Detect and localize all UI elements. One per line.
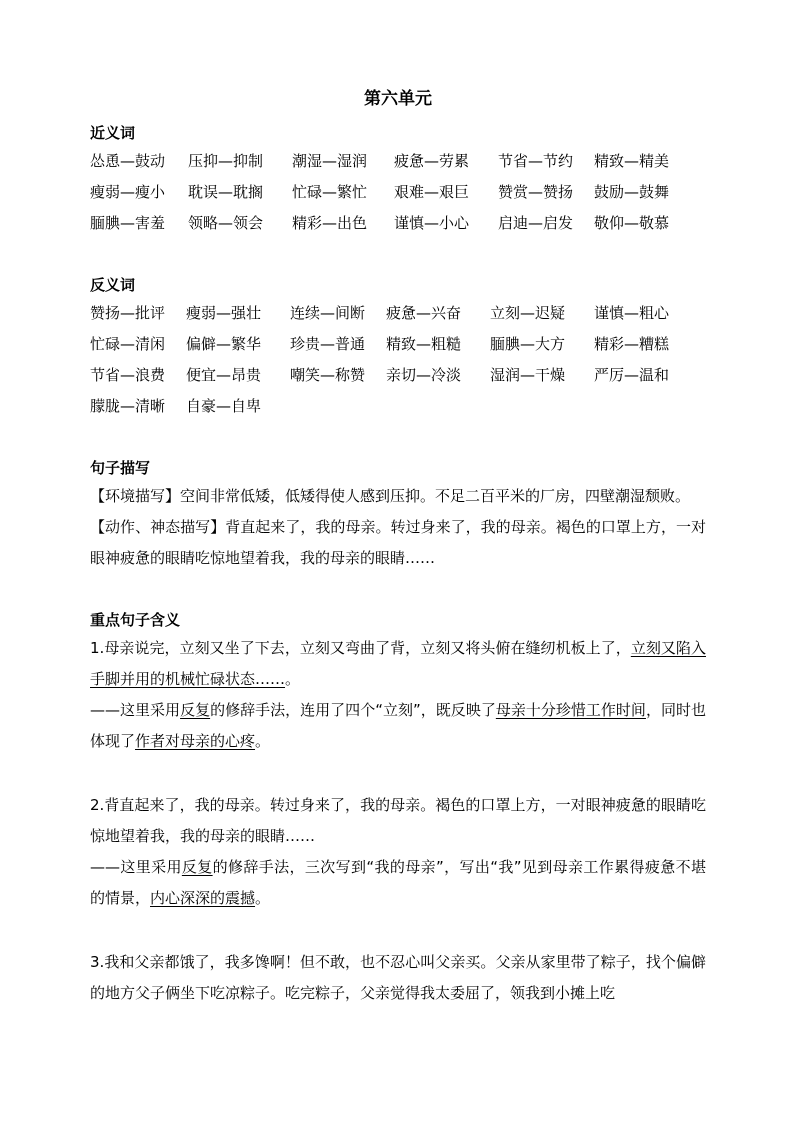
synonyms-row — [90, 146, 706, 177]
synonyms-row — [90, 177, 706, 208]
word-pair: 潮湿—湿润 — [292, 152, 368, 170]
document-page — [90, 84, 706, 1009]
word-pair: 艰难—艰巨 — [394, 183, 470, 201]
environment-description — [90, 481, 706, 512]
word-pair: 立刻—迟疑 — [490, 304, 566, 322]
key-sentence-1 — [90, 633, 706, 695]
synonyms-list — [90, 146, 706, 239]
word-pair: 赞扬—批评 — [90, 304, 166, 322]
analysis-text: 的修辞手法，三次写到“我的母亲”，写出“我”见到母亲工作累得疲惫不堪的情景， — [90, 858, 706, 907]
word-pair: 压抑—抑制 — [188, 152, 264, 170]
analysis-underlined: 母亲十分珍惜工作时间 — [495, 701, 646, 719]
analysis-underlined: 反复 — [181, 858, 213, 876]
word-pair: 赞赏—赞扬 — [498, 183, 574, 201]
analysis-text: ——这里采用 — [90, 701, 181, 719]
analysis-underlined: 反复 — [180, 701, 211, 719]
analysis-text: ——这里采用 — [90, 858, 182, 876]
key-sentences-heading: 重点句子含义 — [90, 611, 181, 629]
sentence-text: 。 — [285, 670, 301, 688]
word-pair: 精致—精美 — [594, 152, 670, 170]
word-pair: 严厉—温和 — [594, 366, 670, 384]
antonyms-heading: 反义词 — [90, 276, 136, 294]
antonyms-row — [90, 360, 706, 391]
word-pair: 亲切—冷淡 — [386, 366, 462, 384]
word-pair: 敬仰—敬慕 — [594, 214, 670, 232]
analysis-text: ，同时也体现了 — [90, 701, 706, 750]
word-pair: 珍贵—普通 — [290, 335, 366, 353]
word-pair: 节省—浪费 — [90, 366, 166, 384]
environment-tag: 【环境描写】 — [90, 487, 181, 505]
word-pair: 自豪—自卑 — [186, 397, 262, 415]
word-pair: 嘲笑—称赞 — [290, 366, 366, 384]
word-pair: 精彩—糟糕 — [594, 335, 670, 353]
unit-title: 第六单元 — [364, 89, 432, 109]
word-pair: 忙碌—繁忙 — [292, 183, 368, 201]
description-heading: 句子描写 — [90, 459, 151, 477]
word-pair: 领略—领会 — [188, 214, 264, 232]
word-pair: 精彩—出色 — [292, 214, 368, 232]
word-pair: 鼓励—鼓舞 — [594, 183, 670, 201]
action-description — [90, 512, 706, 574]
word-pair: 谨慎—小心 — [394, 214, 470, 232]
analysis-underlined: 内心深深的震撼 — [150, 889, 256, 907]
word-pair: 忙碌—清闲 — [90, 335, 166, 353]
word-pair: 朦胧—清晰 — [90, 397, 166, 415]
word-pair: 谨慎—粗心 — [594, 304, 670, 322]
word-pair: 启迪—启发 — [498, 214, 574, 232]
word-pair: 连续—间断 — [290, 304, 366, 322]
key-sentence-3: 3.我和父亲都饿了，我多馋啊！但不敢，也不忍心叫父亲买。父亲从家里带了粽子，找个偏僻的地方父子俩坐下吃凉粽子。吃完粽子，父亲觉得我太委屈了，领我到小摊上吃 — [90, 953, 706, 1002]
key-sentence-2-analysis — [90, 852, 706, 914]
word-pair: 怂恿—鼓动 — [90, 152, 166, 170]
word-pair: 耽误—耽搁 — [188, 183, 264, 201]
environment-text: 空间非常低矮，低矮得使人感到压抑。不足二百平米的厂房，四壁潮湿颓败。 — [180, 487, 691, 505]
word-pair: 瘦弱—瘦小 — [90, 183, 166, 201]
analysis-text: 的修辞手法，连用了四个“立刻”，既反映了 — [210, 701, 496, 719]
word-pair: 腼腆—害羞 — [90, 214, 166, 232]
word-pair: 便宜—昂贵 — [186, 366, 262, 384]
key-sentence-1-analysis — [90, 695, 706, 757]
antonyms-row — [90, 391, 706, 422]
sentence-text: 1.母亲说完，立刻又坐了下去，立刻又弯曲了背，立刻又将头俯在缝纫机板上了， — [90, 639, 631, 657]
word-pair: 节省—节约 — [498, 152, 574, 170]
word-pair: 疲惫—劳累 — [394, 152, 470, 170]
analysis-text: 。 — [255, 889, 271, 907]
synonyms-row — [90, 208, 706, 239]
word-pair: 偏僻—繁华 — [186, 335, 262, 353]
action-tag: 【动作、神态描写】 — [90, 518, 226, 536]
word-pair: 瘦弱—强壮 — [186, 304, 262, 322]
action-text: 背直起来了，我的母亲。转过身来了，我的母亲。褐色的口罩上方，一对眼神疲惫的眼睛吃惊地望着我，我的母亲的眼睛…… — [90, 518, 706, 567]
word-pair: 疲惫—兴奋 — [386, 304, 462, 322]
antonyms-row — [90, 298, 706, 329]
analysis-underlined: 作者对母亲的心疼 — [135, 732, 256, 750]
analysis-text: 。 — [255, 732, 271, 750]
word-pair: 湿润—干燥 — [490, 366, 566, 384]
synonyms-heading: 近义词 — [90, 124, 136, 142]
key-sentence-2: 2.背直起来了，我的母亲。转过身来了，我的母亲。褐色的口罩上方，一对眼神疲惫的眼睛吃惊地望着我，我的母亲的眼睛…… — [90, 796, 706, 845]
word-pair: 腼腆—大方 — [490, 335, 566, 353]
word-pair: 精致—粗糙 — [386, 335, 462, 353]
sentence-underlined: 立刻又陷入手脚并用的机械忙碌状态…… — [90, 639, 706, 688]
antonyms-row — [90, 329, 706, 360]
antonyms-list — [90, 298, 706, 422]
